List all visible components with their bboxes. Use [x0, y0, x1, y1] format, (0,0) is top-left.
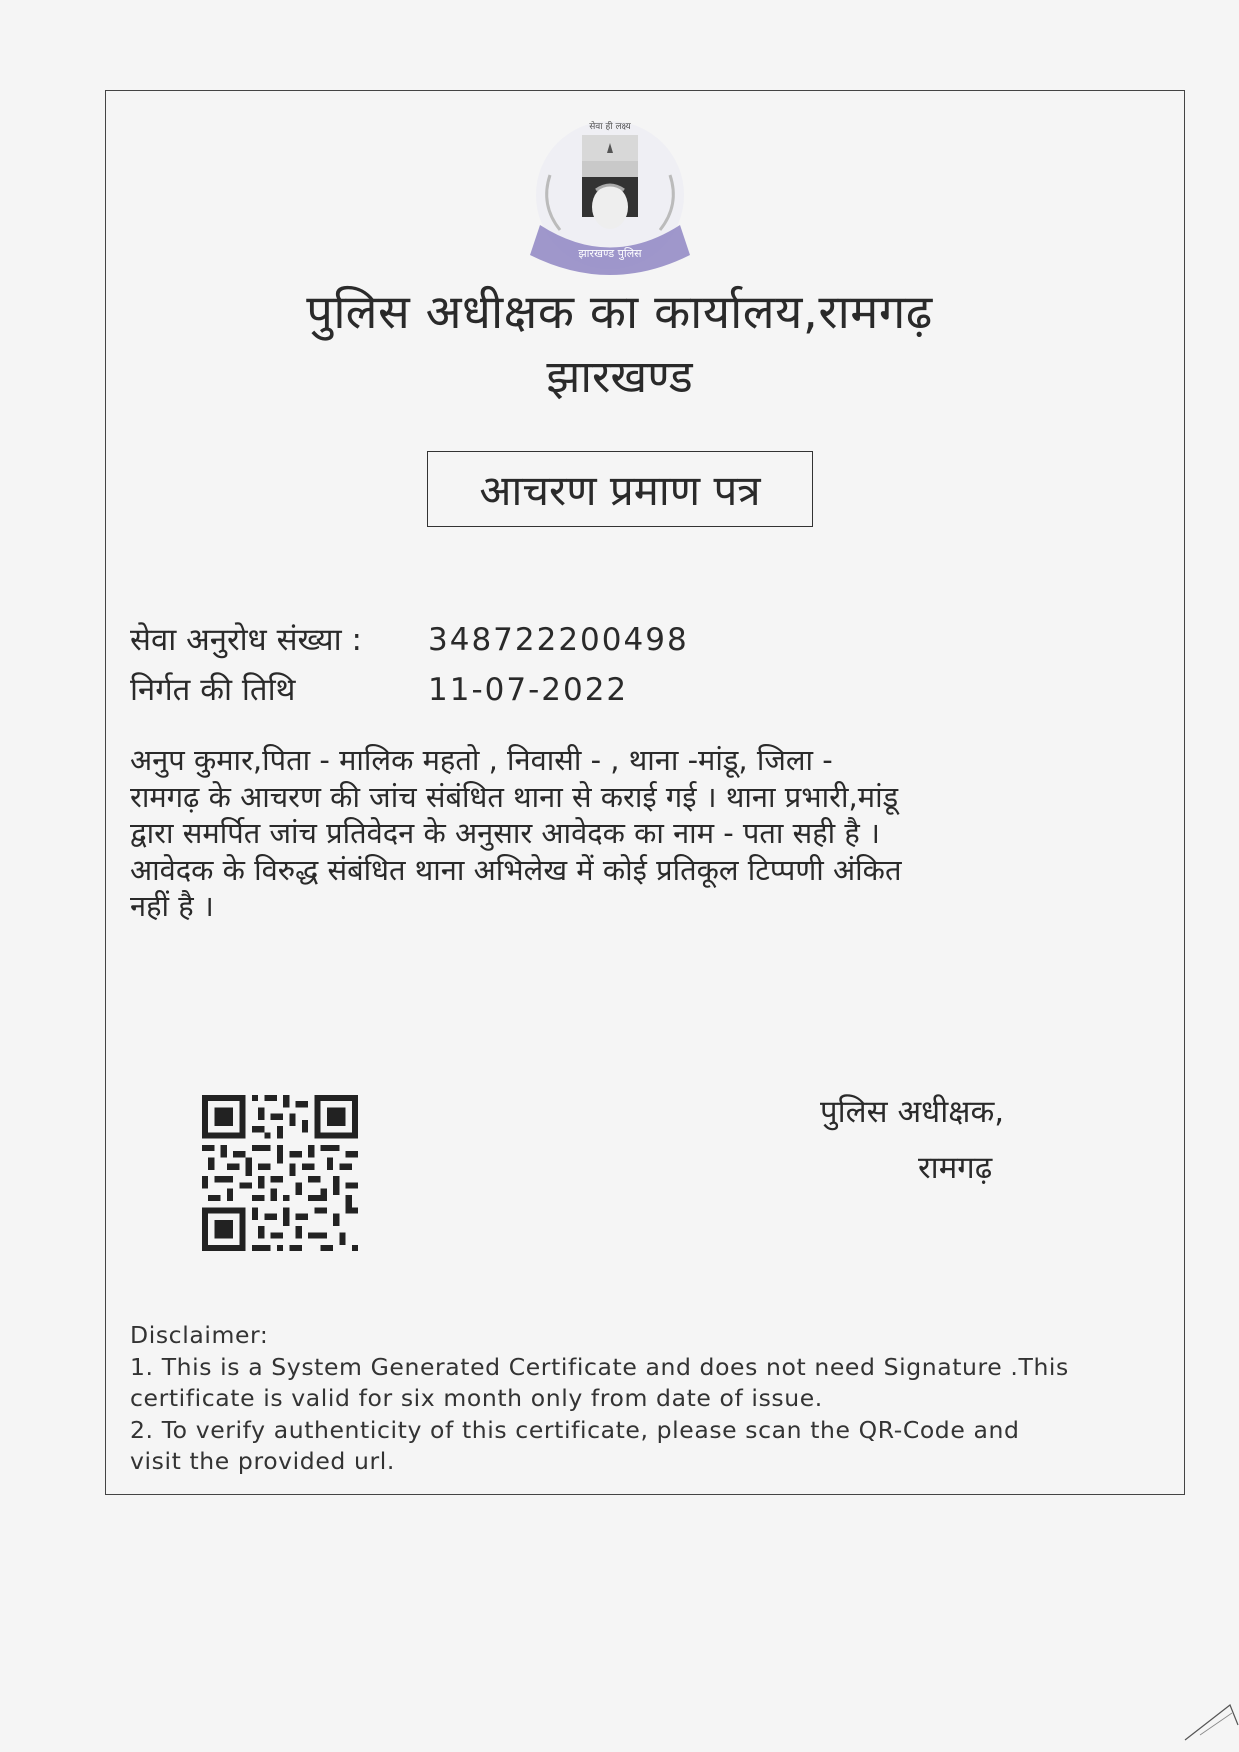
certificate-title — [427, 451, 813, 527]
qr-code-icon[interactable] — [202, 1095, 358, 1251]
service-request-row — [130, 618, 689, 660]
office-title: पुलिस अधीक्षक का कार्यालय,रामगढ़ — [306, 285, 933, 340]
emblem-ribbon-text: झारखण्ड पुलिस — [578, 247, 642, 260]
jharkhand-police-emblem-icon — [510, 115, 710, 295]
signatory-location: रामगढ़ — [918, 1150, 993, 1186]
certificate-title-text: आचरण प्रमाण पत्र — [479, 465, 761, 515]
signatory-designation: पुलिस अधीक्षक, — [820, 1094, 1005, 1130]
emblem-motto: सेवा ही लक्ष्य — [589, 122, 631, 132]
issue-date-value: 11-07-2022 — [428, 672, 629, 708]
certificate-body — [130, 742, 1140, 925]
issue-date-row — [130, 668, 628, 710]
body-line: अनुप कुमार,पिता - मालिक महतो , निवासी - , थाना -मांडू, जिला - — [130, 743, 833, 777]
disclaimer-line: certificate is valid for six month only from date of issue. — [130, 1384, 823, 1412]
issue-date-label: निर्गत की तिथि — [130, 672, 296, 708]
disclaimer-line: visit the provided url. — [130, 1447, 395, 1475]
paper-fold-mark — [1180, 1695, 1239, 1745]
body-line: रामगढ़ के आचरण की जांच संबंधित थाना से कराई गई । थाना प्रभारी,मांडू — [130, 779, 899, 814]
disclaimer-line: 2. To verify authenticity of this certificate, please scan the QR-Code and — [130, 1415, 1020, 1444]
office-state: झारखण्ड — [546, 350, 693, 403]
service-request-label: सेवा अनुरोध संख्या : — [130, 622, 362, 658]
body-line: द्वारा समर्पित जांच प्रतिवेदन के अनुसार आवेदक का नाम - पता सही है । — [130, 816, 881, 850]
disclaimer — [130, 1320, 1130, 1478]
body-line: आवेदक के विरुद्ध संबंधित थाना अभिलेख में कोई प्रतिकूल टिप्पणी अंकित — [130, 852, 902, 887]
body-line: नहीं है । — [130, 889, 214, 923]
disclaimer-line: 1. This is a System Generated Certificate and does not need Signature .This — [130, 1352, 1069, 1381]
disclaimer-heading: Disclaimer: — [130, 1321, 269, 1349]
service-request-number: 348722200498 — [428, 622, 689, 658]
